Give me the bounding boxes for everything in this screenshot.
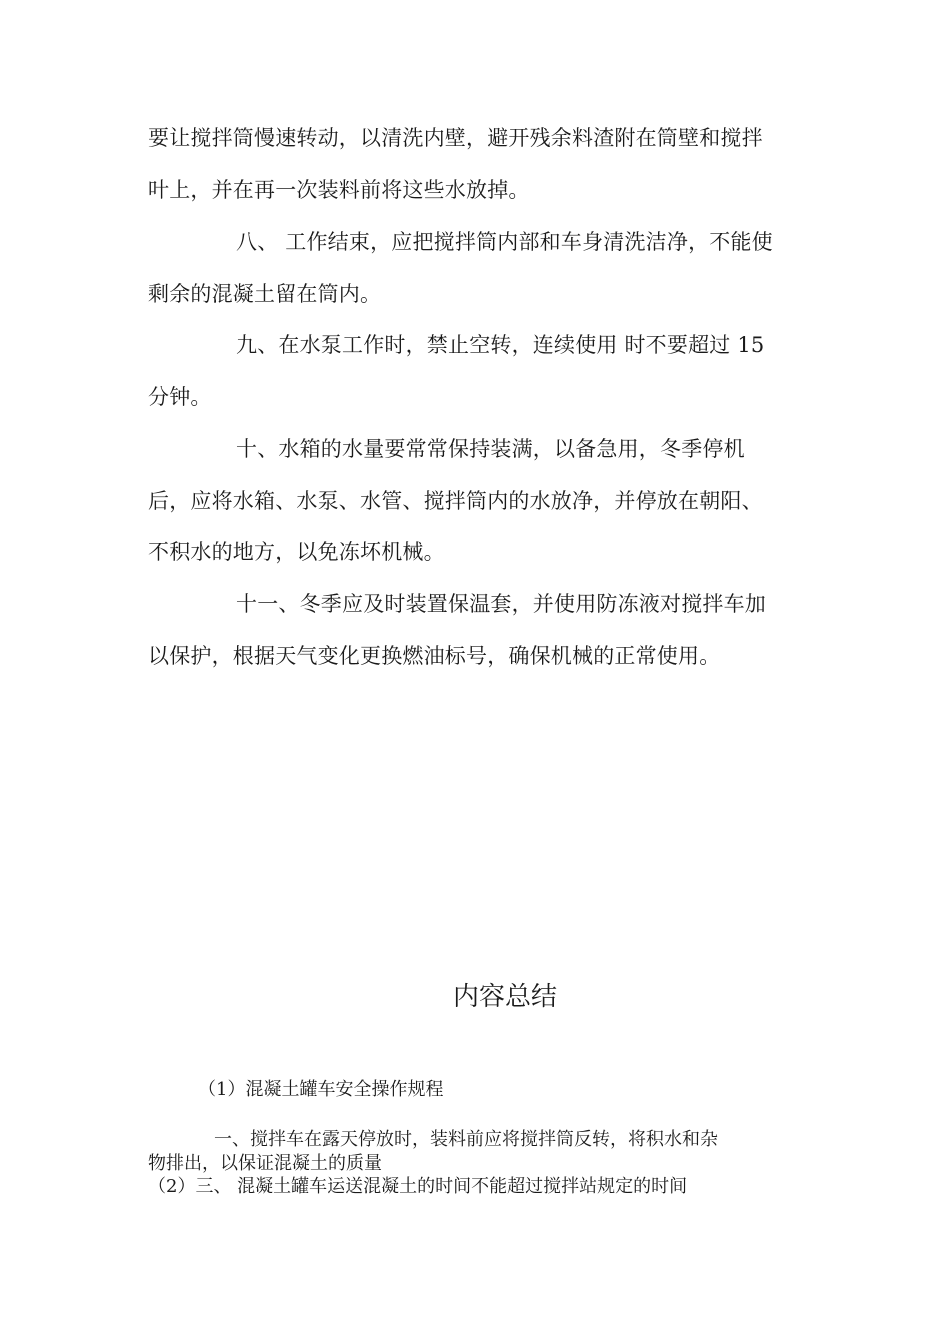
body-line-1: 要让搅拌筒慢速转动，以清洗内壁，避开残余料渣附在筒壁和搅拌 — [148, 126, 763, 150]
summary-line-4: （2）三、 混凝土罐车运送混凝土的时间不能超过搅拌站规定的时间 — [148, 1176, 688, 1197]
body-line-4: 剩余的混凝土留在筒内。 — [148, 282, 382, 306]
body-line-5: 九、在水泵工作时，禁止空转，连续使用 时不要超过 15 — [236, 333, 765, 357]
body-line-11: 以保护，根据天气变化更换燃油标号，确保机械的正常使用。 — [148, 644, 721, 668]
summary-line-1: （1）混凝土罐车安全操作规程 — [198, 1079, 444, 1100]
body-line-7: 十、水箱的水量要常常保持装满，以备急用，冬季停机 — [236, 437, 745, 461]
body-line-3: 八、 工作结束，应把搅拌筒内部和车身清洗洁净，不能使 — [236, 230, 773, 254]
body-line-10: 十一、冬季应及时装置保温套，并使用防冻液对搅拌车加 — [236, 592, 766, 616]
summary-line-3: 物排出，以保证混凝土的质量 — [148, 1153, 382, 1174]
body-line-2: 叶上，并在再一次装料前将这些水放掉。 — [148, 178, 530, 202]
body-line-6: 分钟。 — [148, 385, 212, 409]
summary-title: 内容总结 — [452, 982, 557, 1012]
body-line-9: 不积水的地方，以免冻坏机械。 — [148, 540, 445, 564]
body-line-8: 后，应将水箱、水泵、水管、搅拌筒内的水放净，并停放在朝阳、 — [148, 489, 763, 513]
summary-line-2: 一、搅拌车在露天停放时，装料前应将搅拌筒反转，将积水和杂 — [214, 1129, 718, 1150]
